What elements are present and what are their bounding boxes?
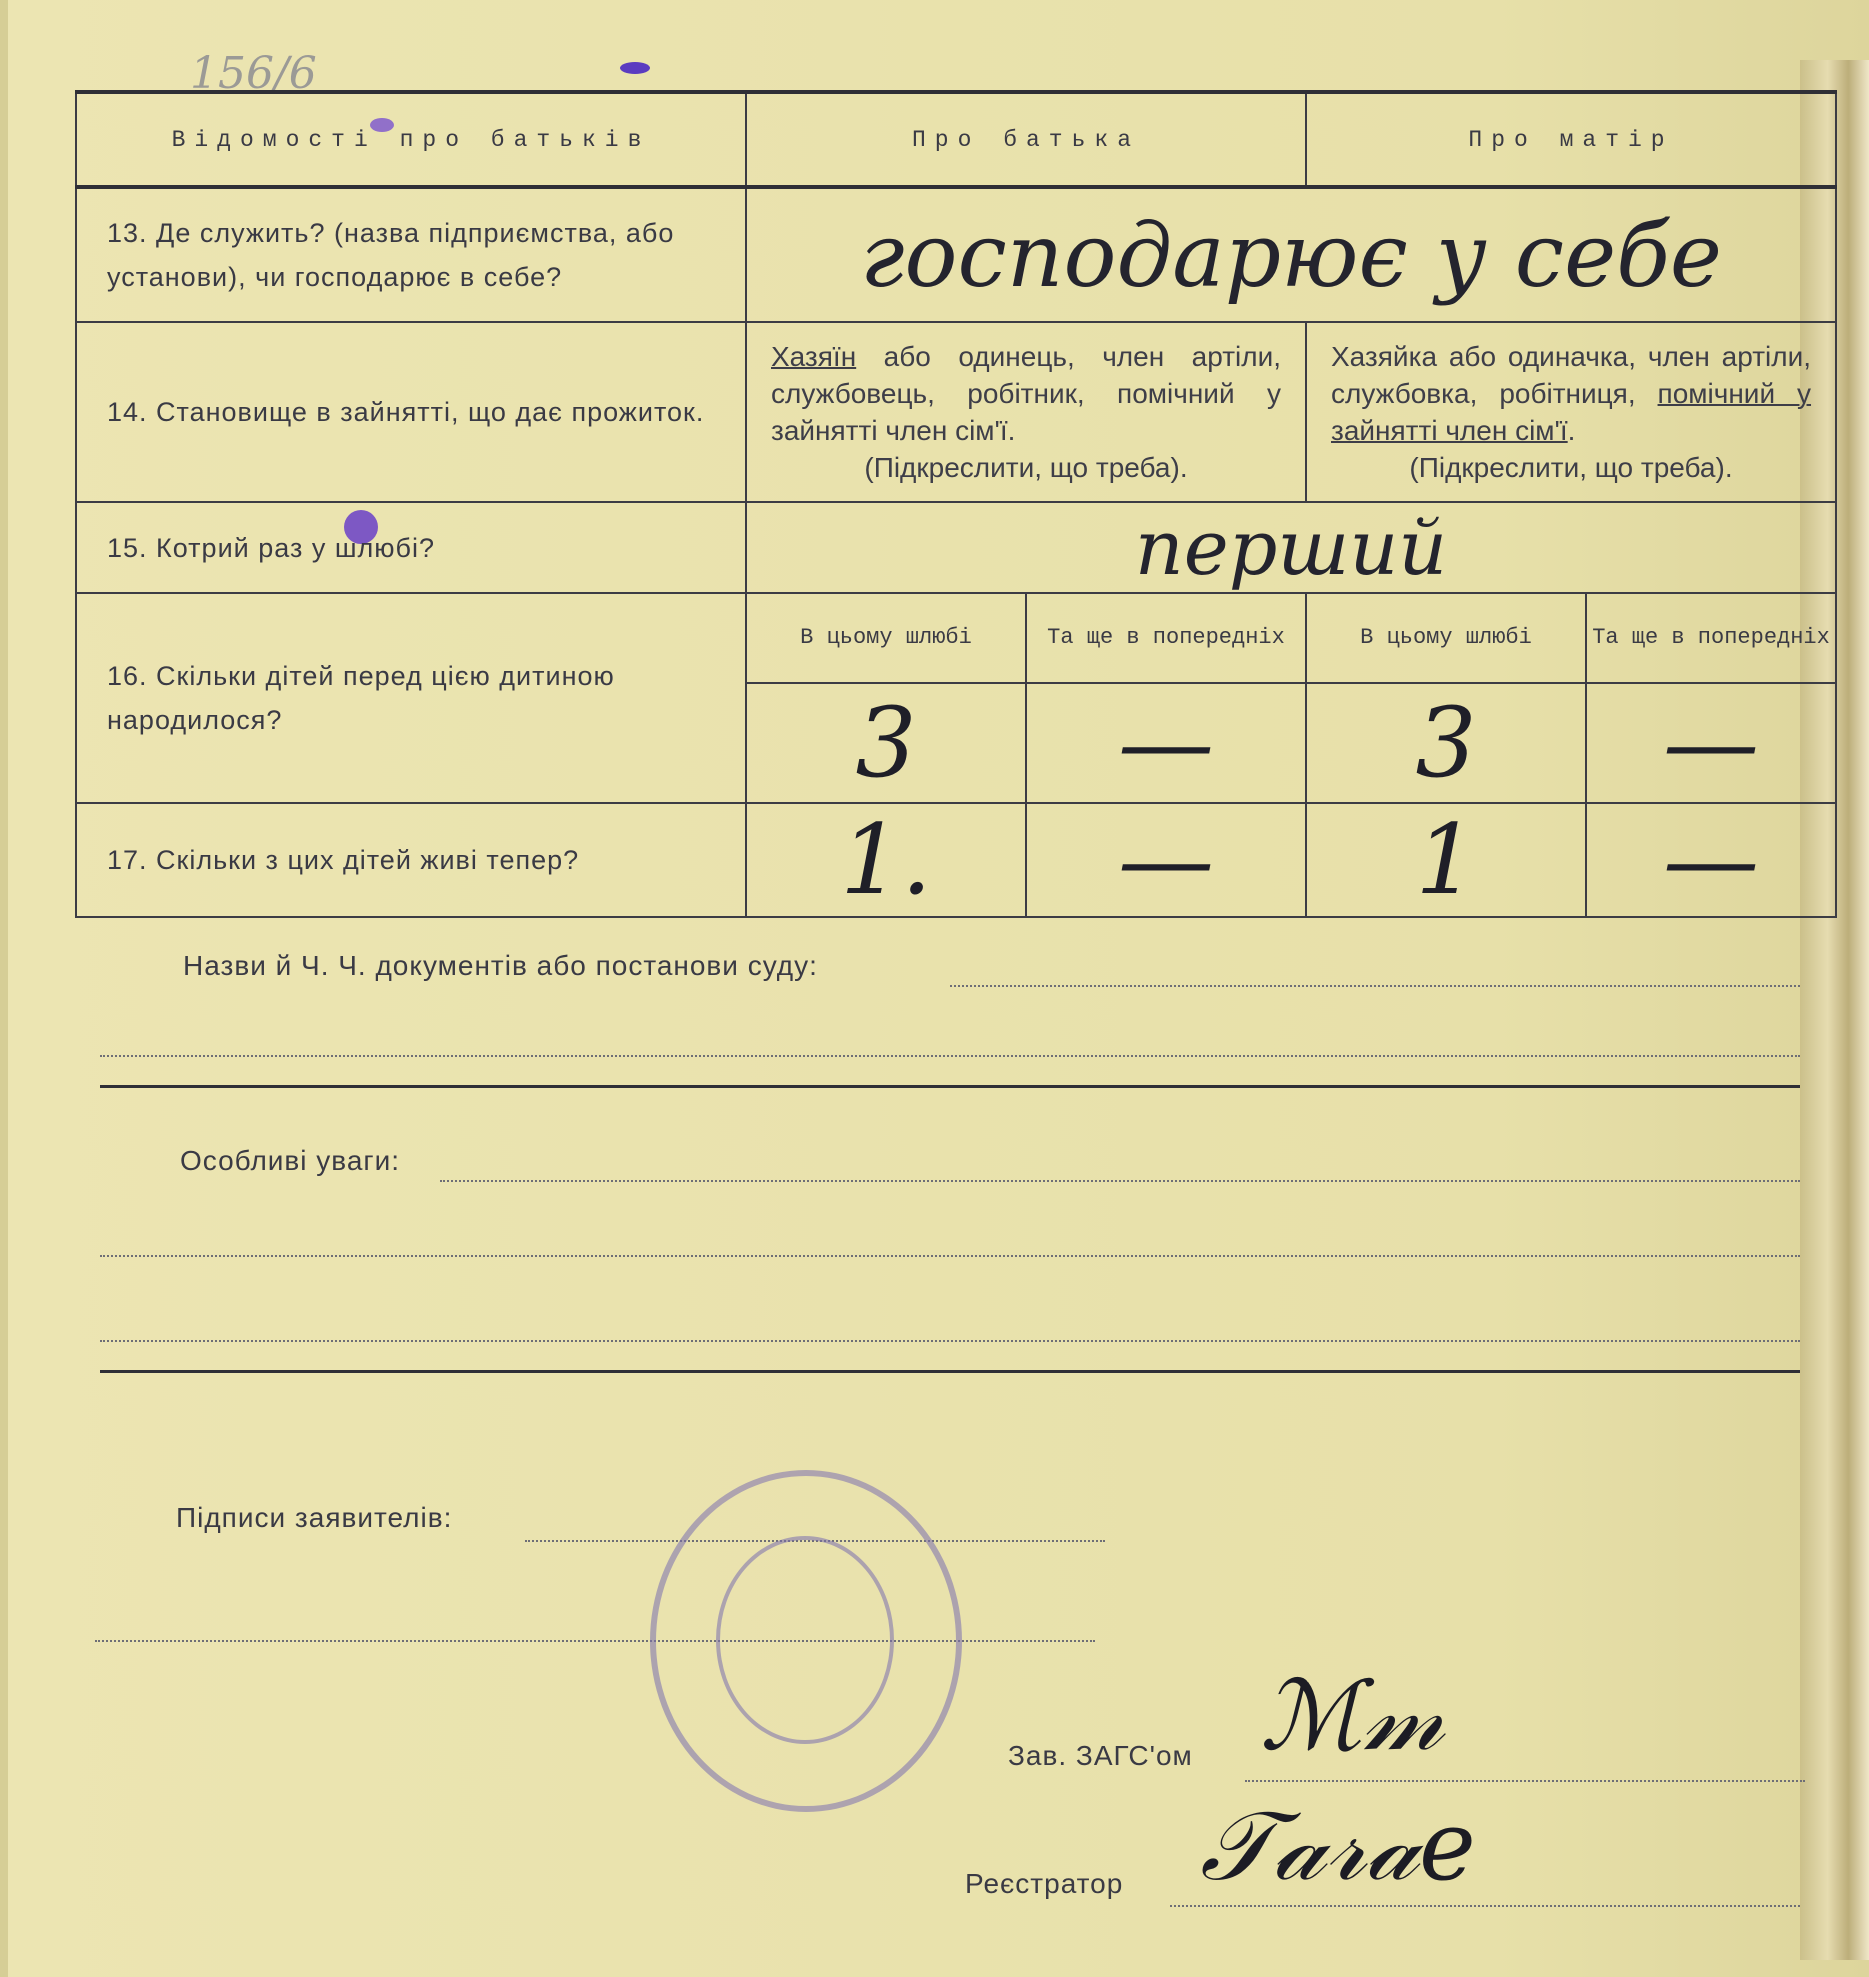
official-stamp	[650, 1470, 962, 1812]
registrar-label: Реєстратор	[965, 1868, 1124, 1899]
row-13-answer: господарює у себе	[746, 187, 1836, 322]
header-parents-info: Відомості про батьків	[76, 92, 746, 187]
dotted-line	[1170, 1905, 1800, 1907]
dotted-line	[100, 1255, 1800, 1257]
row-15-label: 15. Котрий раз у шлюбі?	[76, 502, 746, 593]
zags-head-label: Зав. ЗАГС'ом	[1008, 1740, 1193, 1771]
row-13-label: 13. Де служить? (назва підприємства, або установи), чи господарює в себе?	[76, 187, 746, 322]
section-rule	[100, 1085, 1800, 1088]
page-edge	[0, 0, 8, 1977]
subheader-this-marriage: В цьому шлюбі	[1306, 593, 1586, 683]
dotted-line	[100, 1340, 1800, 1342]
dotted-line	[950, 985, 1800, 987]
header-father: Про батька	[746, 92, 1306, 187]
row-14-label: 14. Становище в зайнятті, що дає прожиток.	[76, 322, 746, 502]
value-cell: —	[1026, 803, 1306, 917]
special-notes-label: Особливі уваги:	[180, 1145, 401, 1176]
handwritten-signature: 𝒯𝒶𝓇𝒶𝑒	[1200, 1790, 1476, 1902]
subheader-previous: Та ще в попередніх	[1026, 593, 1306, 683]
dotted-line	[440, 1180, 1800, 1182]
value-cell: —	[1586, 683, 1836, 803]
section-rule	[100, 1370, 1800, 1373]
documents-label: Назви й Ч. Ч. документів або постанови суду:	[183, 950, 818, 981]
dotted-line	[100, 1055, 1800, 1057]
value-cell: 1.	[746, 803, 1026, 917]
ink-blot	[620, 62, 650, 74]
row-14-father-options: Хазяїн або одинець, член артіли, службовець, робітник, помічний у зайнятті член сім'ї. (Підкреслити, що треба).	[746, 322, 1306, 502]
underlined-option: помічний у зайнятті член сім'ї	[1331, 378, 1812, 446]
row-14-mother-options: Хазяйка або одиначка, член артіли, службовка, робітниця, помічний у зайнятті член сім'ї. (Підкреслити, що треба).	[1306, 322, 1836, 502]
underlined-option: Хазяїн	[771, 341, 857, 372]
value-cell: 1	[1306, 803, 1586, 917]
value-cell: —	[1586, 803, 1836, 917]
row-17-label: 17. Скільки з цих дітей живі тепер?	[76, 803, 746, 917]
subheader-previous: Та ще в попередніх	[1586, 593, 1836, 683]
value-cell: 3	[746, 683, 1026, 803]
pencil-number: 156/6	[190, 48, 317, 99]
row-16-label: 16. Скільки дітей перед цією дитиною народилося?	[76, 593, 746, 803]
value-cell: 3	[1306, 683, 1586, 803]
subheader-this-marriage: В цьому шлюбі	[746, 593, 1026, 683]
header-mother: Про матір	[1306, 92, 1836, 187]
signatures-label: Підписи заявителів:	[176, 1502, 453, 1533]
parents-info-table	[75, 90, 1837, 918]
value-cell: —	[1026, 683, 1306, 803]
handwritten-signature: ℳ𝓂	[1260, 1660, 1445, 1772]
row-15-answer: перший	[746, 502, 1836, 593]
dotted-line	[1245, 1780, 1805, 1782]
